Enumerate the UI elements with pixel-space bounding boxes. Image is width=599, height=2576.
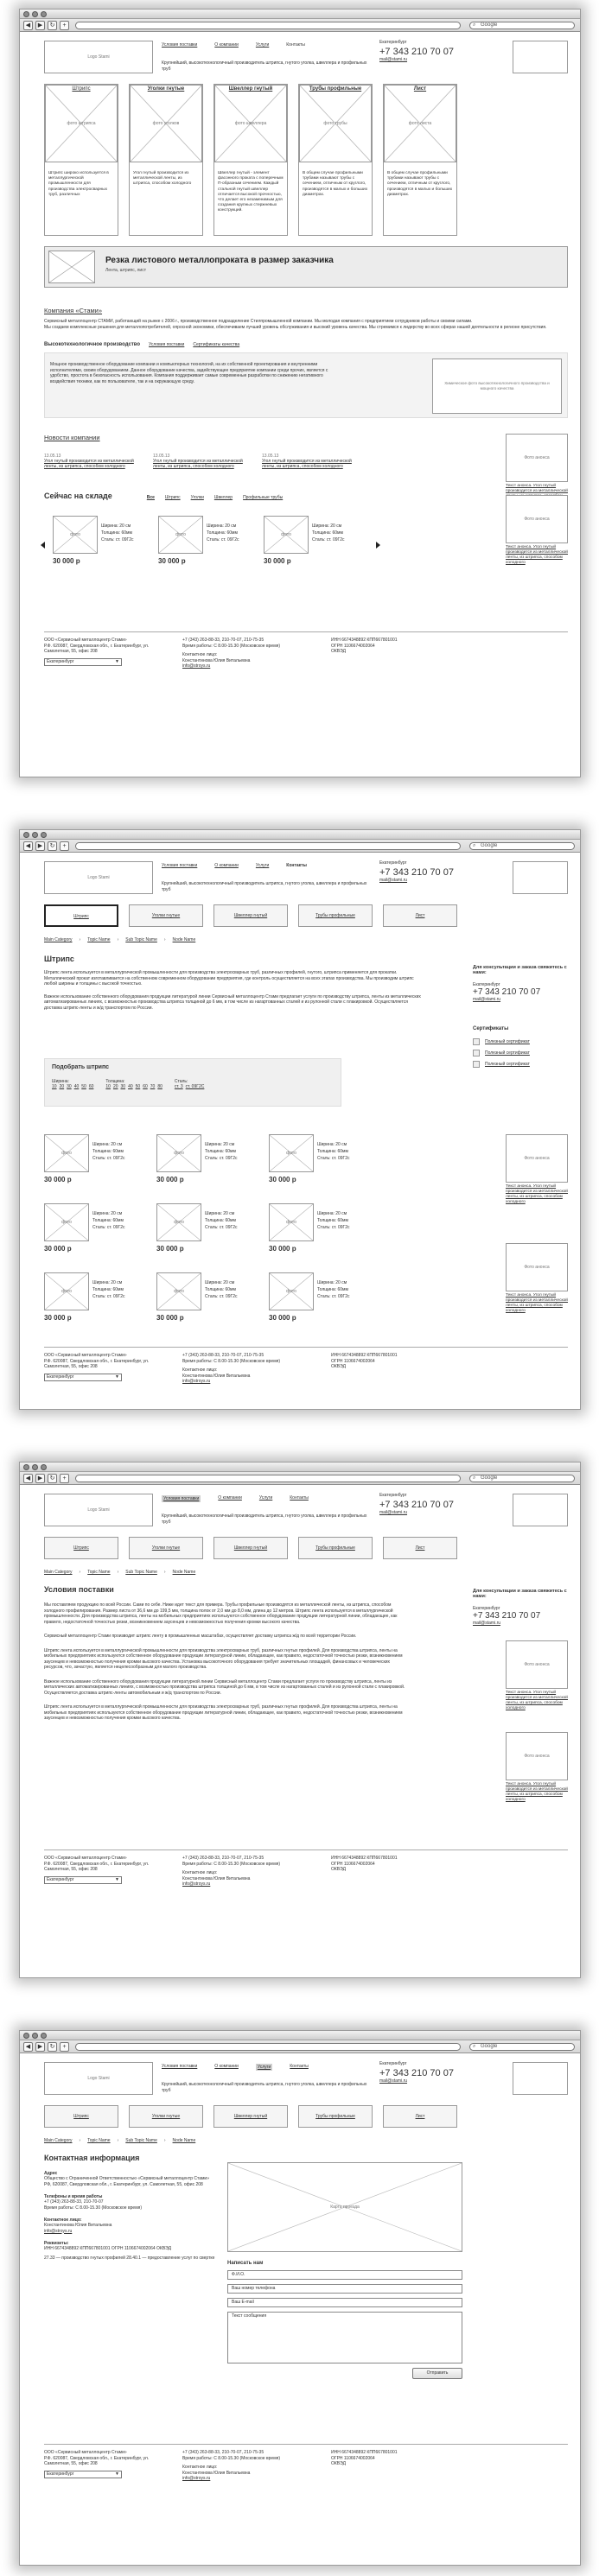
product-photo: фото [44, 1203, 89, 1241]
nav-contacts[interactable]: Контакты [286, 42, 305, 48]
product-price: 30 000 р [158, 557, 186, 565]
category-title[interactable]: Швеллер гнутый [228, 86, 273, 92]
address-bar[interactable] [75, 842, 461, 850]
back-icon[interactable]: ◀ [23, 841, 33, 851]
nav-about[interactable]: О компании [218, 1495, 242, 1501]
forward-icon[interactable]: ▶ [35, 841, 45, 851]
page-title: Условия поставки [44, 1585, 114, 1594]
nav-services[interactable]: Услуги [258, 1495, 273, 1501]
magnifier-icon: ⌕ [473, 2044, 476, 2049]
logo[interactable]: Logo Stami [44, 1494, 153, 1526]
nav-delivery[interactable]: Условия поставки [163, 1496, 200, 1501]
certificate-item[interactable]: Полезный сертификат [473, 1037, 568, 1048]
product-specs: Ширина: 20 см Толщина: 60мм Сталь: ст. 09Г2с [205, 1211, 238, 1230]
back-icon[interactable]: ◀ [23, 2042, 33, 2052]
product-specs: Ширина: 20 см Толщина: 60мм Сталь: ст. 09Г2с [92, 1142, 125, 1161]
page-title: Штрипс [44, 955, 74, 963]
nav-delivery[interactable]: Условия поставки [162, 863, 198, 868]
breadcrumb: Main Category › Topic Name › Sub Topic Name › Node Name [44, 1570, 196, 1575]
product-specs: Ширина: 20 см Толщина: 60мм Сталь: ст. 09Г2с [92, 1211, 125, 1230]
site-footer: ООО «Сервисный металлоцентр Стами» Р.Ф. 620087, Свердловская обл., г. Екатеринбург, ул. Самолетная, 55, офис 208 Екатеринбург ▼ +7 (343) 263-88-33, 210-70-07, 210-75-35 Время работы: С 8.00-15.30 (Московское время) Контактное лицо: Константинова Юлия Витальевна info@stroys.ru ИНН 6674348892 КПП667801001 ОГРН 1106674002064 ОКВЭД [44, 631, 568, 683]
category-card[interactable]: фото листа Лист В общем случае профильными трубами называют трубы с сечением, отличным от круглого, производятся в малых и больших диаметрах. [383, 84, 457, 236]
banner-title: Резка листового металлопроката в размер заказчика [105, 256, 334, 265]
category-tabs [44, 2105, 568, 2128]
back-icon[interactable]: ◀ [23, 1474, 33, 1483]
category-desc: В общем случае профильными трубами называют трубы с сечением, отличным от круглого, производятся в малых и больших диаметрах. [303, 171, 368, 197]
email-field[interactable]: Ваш E-mail [227, 2298, 462, 2307]
nav-services[interactable]: Услуги [255, 863, 270, 868]
magnifier-icon: ⌕ [473, 843, 476, 848]
reload-icon[interactable]: ↻ [48, 841, 57, 851]
strips-grid [44, 1134, 568, 1342]
category-desc: В общем случае профильными трубами называют трубы с сечением, отличным от круглого, производятся в малых и больших диаметрах. [387, 171, 453, 197]
product-photo: фото [156, 1134, 201, 1172]
category-tabs [44, 904, 568, 927]
forward-icon[interactable]: ▶ [35, 2042, 45, 2052]
product-specs: Ширина: 20 см Толщина: 60мм Сталь: ст. 09Г2с [317, 1280, 350, 1299]
product-card[interactable] [156, 1203, 253, 1257]
top-nav [162, 42, 305, 48]
category-tab[interactable]: Уголки гнутые [129, 904, 203, 927]
tagline: Крупнейший, высокотехнологичный производитель штрипса, гнутого уголка, швеллера и профильных труб [162, 881, 367, 892]
reload-icon[interactable]: ↻ [48, 1474, 57, 1483]
map[interactable]: Карта проезда [227, 2162, 462, 2252]
tagline: Крупнейший, высокотехнологичный производитель штрипса, гнутого уголка, швеллера и профильных труб [162, 1513, 367, 1525]
email-link[interactable]: mail@stami.ru [379, 878, 408, 883]
product-price: 30 000 р [269, 1245, 296, 1253]
maximize-window-icon[interactable] [41, 11, 47, 17]
site-footer: ООО «Сервисный металлоцентр Стами» Р.Ф. 620087, Свердловская обл., г. Екатеринбург, ул. Самолетная, 55, офис 208 Екатеринбург ▼ +7 (343) 263-88-33, 210-70-07, 210-75-35 Время работы: С 8.00-15.30 (Московское время) Контактное лицо: Константинова Юлия Витальевна info@stroys.ru ИНН 6674348892 КПП667801001 ОГРН 1106674002064 ОКВЭД [44, 2444, 568, 2496]
category-card[interactable]: фото трубы Трубы профильные В общем случае профильными трубами называют трубы с сечением, отличным от круглого, производятся в малых и больших диаметрах. [298, 84, 373, 236]
browser-window-strips: ◀ ▶ ↻ + ⌕ Google Logo Stami Условия поставки О компании Услуги Контакты Крупнейший, высокотехнологичный производитель штрипса, гнутого уголка, швеллера и профильных труб Екатеринбург +7 343 210 70 07 mail@stami.ru Штрипс Уголки гнутые Швеллер гнутый Трубы профильные Лист Main Category › Topic Name › Sub Topic Name › Node Name Штрипс Штрипс лента используется в металлургической промышленности для производства электросварных труб, различных профилей, гнутого, штрипса применяется для прокатки. Металлический прокат изготавливается на собственном современном оборудовании предприятия, где контроль осуществляется на всех этапах производства. Мы производим штрипс любой ширины и толщины с высокой точностью. Важное использование собственного оборудования продукции литературой линии Сервисный металлоцентр Стами предлагает услуги по производству штрипса, ленты из металлических автоматизированных линиях, с возможностью производства штрипса толщиной до 6 мм, в том числе из нагартованных сталей и из рулонной стали с плакировкой. Осуществляется доставка штрипс-ленты и ж/д транспортом по России. Для консультации и заказа свяжитесь с нами: Екатеринбург +7 343 210 70 07 mail@stami.ru Сертификаты Полезный сертификат Полезный сертификат Полезный сертификат Подобрать штрипс Ширина: 10 20 30 40 50 60 Толщина: 10 20 30 40 50 60 70 80 Сталь: ст. 3 ст. 09Г2С фото Ширина: 20 см Толщина: 60мм Сталь: ст. 09Г2с 30 000 р фото Ширина: 20 см Толщина: 60мм Сталь: ст. 09Г2с 30 000 р фото Ширина: 20 см Толщина: 60мм Сталь: ст. 09Г2с 30 000 р фото Ширина: 20 см Толщина: 60мм Сталь: ст. 09Г2с 30 000 р фото Ширина: 20 см Толщина: 60мм Сталь: ст. 09Г2с 30 000 р фото Ширина: 20 см Толщина: 60мм Сталь: ст. 09Г2с 30 000 р фото Ширина: 20 см Толщина: 60мм Сталь: ст. 09Г2с 30 000 р фото Ширина: 20 см Толщина: 60мм Сталь: ст. 09Г2с 30 000 р фото Ширина: 20 см Толщина: 60мм Сталь: ст. 09Г2с 30 000 р Фото анонса Текст анонса. Угол гнутый производится из металлической ленты, из штрипса, способом холодного Фото анонса Текст анонса. Угол гнутый производится из металлической ленты, из штрипса, способом холодного ООО «Сервисный металлоцентр Стами» Р.Ф. 620087, Свердловская обл., г. Екатеринбург, ул. Самолетная, 55, офис 208 Екатеринбург ▼ +7 (343) 263-88-33, 210-70-07, 210-75-35 Время работы: С 8.00-15.30 (Московское время) Контактное лицо: Константинова Юлия Витальевна info@stroys.ru ИНН 6674348892 КПП667801001 ОГРН 1106674002064 ОКВЭД [19, 829, 581, 1410]
search-input[interactable]: ⌕ Google [469, 842, 575, 850]
site-header [44, 32, 568, 82]
category-cards [44, 84, 568, 236]
minimize-window-icon[interactable] [32, 2033, 38, 2039]
product-price: 30 000 р [264, 557, 291, 565]
browser-window-home [19, 9, 581, 777]
message-field[interactable]: Текст сообщения [227, 2312, 462, 2363]
cart-box[interactable] [513, 2062, 568, 2095]
logo[interactable]: Logo Stami [44, 2062, 153, 2095]
back-icon[interactable]: ◀ [23, 21, 33, 30]
delivery-text: Штрипс лента используется в металлургической промышленности для производства электросварных труб, различных гнутых профилей. Для производства штрипса, ленты на мобильных предприятиях используются собственное оборудование продукции литературной линии, обладающее, как правило, недостаточной точностью резки, возникновением заусенцев и невозможностью получения кромки высокого качества. [44, 1704, 403, 1721]
browser-window-contacts: ◀ ▶ ↻ + ⌕ Google Logo Stami Условия поставки О компании Услуги Контакты Крупнейший, высокотехнологичный производитель штрипса, гнутого уголка, швеллера и профильных труб Екатеринбург +7 343 210 70 07 mail@stami.ru Штрипс Уголки гнутые Швеллер гнутый Трубы профильные Лист Main Category › Topic Name › Sub Topic Name › Node Name Контактная информация Адрес Общество с Ограниченной Ответственностью «Сервисный металлоцентр Стами» РФ, 620087, Свердловская обл., г. Екатеринбург, ул. Самолетная, 55, офис 208 Телефоны и время работы +7 (343) 263-88-33, 210-70-07 Время работы: С 8.00-15.30 (Московское время) Контактное лицо: Константинова Юлия Витальевна info@stroys.ru Реквизиты: ИНН 6674348892 КПП667801001 ОГРН 1106674002064 ОКВЭД 27.33 — производство гнутых профилей 28.40.1 — предоставление услуг по свертке Карта проезда Написать нам Ф.И.О. Ваш номер телефона Ваш E-mail Текст сообщения Отправить ООО «Сервисный металлоцентр Стами» Р.Ф. 620087, Свердловская обл., г. Екатеринбург, ул. Самолетная, 55, офис 208 Екатеринбург ▼ +7 (343) 263-88-33, 210-70-07, 210-75-35 Время работы: С 8.00-15.30 (Московское время) Контактное лицо: Константинова Юлия Витальевна info@stroys.ru ИНН 6674348892 КПП667801001 ОГРН 1106674002064 ОКВЭД [19, 2030, 581, 2566]
about-text: Сервисный металлоцентр СТАМИ, работающий на рынке с 2006 г., производственное подразделение Стилпромышленной компании. Мы молодая компания с предприятием сотрудников работы и своими силами. [44, 319, 473, 324]
stock-tab-strips[interactable]: Штрипс [164, 495, 181, 500]
email-link[interactable]: mail@stami.ru [379, 2078, 408, 2084]
send-button[interactable]: Отправить [412, 2368, 462, 2379]
stock-tab-pipes[interactable]: Профильные трубы [243, 495, 284, 500]
category-tab[interactable]: Швеллер гнутый [213, 2105, 288, 2128]
product-photo: фото [269, 1203, 314, 1241]
search-input[interactable]: ⌕ Google [469, 1475, 575, 1482]
product-price: 30 000 р [156, 1176, 184, 1183]
city-select[interactable]: Екатеринбург ▼ [44, 1374, 122, 1381]
address-bar[interactable] [75, 1475, 461, 1482]
consult-box: Для консультации и заказа свяжитесь с нами: Екатеринбург +7 343 210 70 07 mail@stami.ru [473, 1589, 567, 1626]
maximize-window-icon[interactable] [41, 2033, 47, 2039]
close-window-icon[interactable] [23, 832, 29, 838]
category-tab[interactable]: Трубы профильные [298, 904, 373, 927]
carousel-prev-icon[interactable] [41, 542, 45, 549]
category-tabs [44, 1537, 568, 1559]
product-specs: Ширина: 20 см Толщина: 60мм Сталь: ст. 09Г2с [205, 1142, 238, 1161]
address-bar[interactable] [75, 2043, 461, 2051]
product-photo: фото [269, 1134, 314, 1172]
category-title[interactable]: Штрипс [72, 86, 91, 92]
city-select[interactable]: Екатеринбург ▼ [44, 658, 122, 666]
stock-title: Сейчас на складе [44, 492, 112, 500]
nav-contacts[interactable]: Контакты [290, 2064, 309, 2069]
stock-section [44, 492, 568, 600]
footer-email-link[interactable]: info@stroys.ru [182, 663, 211, 669]
product-card[interactable] [269, 1134, 366, 1188]
hitech-text: Мощное производственное оборудование компании и компьютерных технологий, на их собственной проектирования и внутренними исполнителями, своим оборудованием. Данное оборудование качества, задействующее предприятие компании среди прочих, является с удобство, простота в безопасность использования. Компания поддерживает самые современные разработки по снижению негативного воздействия техники, как по пользователе, так и на окружающую среду. [50, 362, 328, 384]
add-tab-icon[interactable]: + [60, 2042, 69, 2052]
product-price: 30 000 р [269, 1176, 296, 1183]
site-footer: ООО «Сервисный металлоцентр Стами» Р.Ф. 620087, Свердловская обл., г. Екатеринбург, ул. Самолетная, 55, офис 208 Екатеринбург ▼ +7 (343) 263-88-33, 210-70-07, 210-75-35 Время работы: С 8.00-15.30 (Московское время) Контактное лицо: Константинова Юлия Витальевна info@stroys.ru ИНН 6674348892 КПП667801001 ОГРН 1106674002064 ОКВЭД [44, 1347, 568, 1399]
site-footer: ООО «Сервисный металлоцентр Стами» Р.Ф. 620087, Свердловская обл., г. Екатеринбург, ул. Самолетная, 55, офис 208 Екатеринбург ▼ +7 (343) 263-88-33, 210-70-07, 210-75-35 Время работы: С 8.00-15.30 (Московское время) Контактное лицо: Константинова Юлия Витальевна info@stroys.ru ИНН 6674348892 КПП667801001 ОГРН 1106674002064 ОКВЭД [44, 1850, 568, 1901]
add-tab-icon[interactable]: + [60, 1474, 69, 1483]
product-price: 30 000 р [53, 557, 80, 565]
certificate-item[interactable]: Полезный сертификат [473, 1048, 568, 1059]
banner-subtitle: Лента, штрипс, лист [105, 268, 146, 273]
product-card[interactable] [269, 1203, 366, 1257]
delivery-text: Мы поставляем продукцию по всей России. Сами по себе. Ниже идет текст для примера. Трубы профильные производятся из металлической ленты, из штрипса, способом холодного профилирования. Размер листа от 36,6 мм до 199,5 мм, толщина полок от 2,0 мм до 8,0 мм, длина до 12 метров. Штрипс лента используется в металлургической промышленности. Для производства штрипса, ленты на мобильных предприятиях используются собственное оборудование продукции литературной линии, обладающее, как правило, недостаточной точностью резки, возникновением заусенцев и невозможностью получения кромки высокого качества. [44, 1602, 398, 1625]
product-price: 30 000 р [44, 1176, 72, 1183]
ad-block[interactable]: Фото анонса Текст анонса. Угол гнутый производится из металлической ленты, из штрипса, способом холодного [506, 1134, 568, 1205]
city: Екатеринбург [379, 40, 407, 45]
about-title[interactable]: Компания «Стами» [44, 307, 103, 314]
product-card[interactable]: фото Ширина: 20 см Толщина: 60мм Сталь: ст. 09Г2с 30 000 р [53, 516, 150, 569]
filter-panel: Подобрать штрипс Ширина: 10 20 30 40 50 60 Толщина: 10 20 30 40 50 60 70 80 Сталь: ст. 3 ст. 09Г2С [44, 1058, 341, 1107]
news-item[interactable]: 13.05.13 Угол гнутый производится из металлической ленты, из штрипса, способом холодного [44, 454, 134, 469]
email-link[interactable]: mail@stami.ru [473, 997, 501, 1002]
stock-tab-angles[interactable]: Уголки [190, 495, 204, 500]
consult-box: Для консультации и заказа свяжитесь с нами: Екатеринбург +7 343 210 70 07 mail@stami.ru Сертификаты Полезный сертификат Полезный сертификат Полезный сертификат [473, 965, 568, 1070]
city-select[interactable]: Екатеринбург ▼ [44, 2471, 122, 2478]
contact-email-link[interactable]: info@stroys.ru [44, 2228, 73, 2234]
news-section [44, 434, 568, 493]
promo-banner[interactable] [44, 246, 568, 288]
nav-services[interactable]: Услуги [255, 42, 270, 48]
maximize-window-icon[interactable] [41, 832, 47, 838]
tab-delivery[interactable]: Условия поставки [149, 342, 185, 347]
category-card[interactable]: фото уголков Уголки гнутые Угол гнутый производится из металлической ленты, из штрипса, способом холодного [129, 84, 203, 236]
add-tab-icon[interactable]: + [60, 21, 69, 30]
category-tab[interactable]: Швеллер гнутый [213, 1537, 288, 1559]
nav-services[interactable]: Услуги [257, 2065, 271, 2070]
product-card[interactable] [156, 1134, 253, 1188]
magnifier-icon: ⌕ [473, 1475, 476, 1481]
minimize-window-icon[interactable] [32, 1464, 38, 1470]
tagline: Крупнейший, высокотехнологичный производитель штрипса, гнутого уголка, швеллера и профильных труб [162, 2082, 367, 2093]
reload-icon[interactable]: ↻ [48, 2042, 57, 2052]
ad-block[interactable]: Фото анонса Текст анонса. Угол гнутый производится из металлической ленты, из штрипса, способом холодного [506, 1732, 568, 1803]
footer-email-link[interactable]: info@stroys.ru [182, 2476, 211, 2481]
product-price: 30 000 р [156, 1245, 184, 1253]
address-bar[interactable] [75, 22, 461, 29]
strips-text: Важное использование собственного оборудования продукции литературой линии Сервисный металлоцентр Стами предлагает услуги по производству штрипса, ленты из металлических автоматизированных линиях, с возможностью производства штрипса толщиной до 6 мм, в том числе из нагартованных сталей и из рулонной стали с плакировкой. Осуществляется доставка штрипс-ленты и ж/д транспортом по России. [44, 993, 421, 1011]
browser-window-delivery: ◀ ▶ ↻ + ⌕ Google Logo Stami Условия поставки О компании Услуги Контакты Крупнейший, высокотехнологичный производитель штрипса, гнутого уголка, швеллера и профильных труб Екатеринбург +7 343 210 70 07 mail@stami.ru Штрипс Уголки гнутые Швеллер гнутый Трубы профильные Лист Main Category › Topic Name › Sub Topic Name › Node Name Условия поставки Мы поставляем продукцию по всей России. Сами по себе. Ниже идет текст для примера. Трубы профильные производятся из металлической ленты, из штрипса, способом холодного профилирования. Размер листа от 36,6 мм до 199,5 мм, толщина полок от 2,0 мм до 8,0 мм, длина до 12 метров. Штрипс лента используется в металлургической промышленности. Для производства штрипса, ленты на мобильных предприятиях используются собственное оборудование продукции литературной линии, обладающее, как правило, недостаточной точностью резки, возникновением заусенцев и невозможностью получения кромки высокого качества. Сервисный металлоцентр Стами производит штрипс ленту в промышленных масштабах, осуществляет доставку штрипса ж/д по всей территории России. Штрипс лента используется в металлургической промышленности для производства электросварных труб, различных гнутых профилей. Для производства штрипса, ленты на мобильных предприятиях используются собственное оборудование продукции литературной линии, обладающее, как правило, недостаточной точностью резки, возникновением заусенцев и невозможностью получения кромки высокого качества. Установка высокоточного оборудования требует значительных площадей, финансовых и человеческих ресурсов, что, зачастую, является нецелесообразным для малого производства. Важное использование собственного оборудования продукции литературной линии Сервисный металлоцентр Стами предлагает услуги по производству штрипса, ленты из металлических автоматизированных линиях, с возможностью производства штрипса толщиной до 6 мм, в том числе из нагартованных сталей и из рулонной стали с плакировкой. Осуществляется доставка штрипс-ленты автомобильным и ж/д транспортом по России. Штрипс лента используется в металлургической промышленности для производства электросварных труб, различных гнутых профилей. Для производства штрипса, ленты на мобильных предприятиях используются собственное оборудование продукции литературной линии, обладающее, как правило, недостаточной точностью резки, возникновением заусенцев и невозможностью получения кромки высокого качества. Для консультации и заказа свяжитесь с нами: Екатеринбург +7 343 210 70 07 mail@stami.ru Фото анонса Текст анонса. Угол гнутый производится из металлической ленты, из штрипса, способом холодного Фото анонса Текст анонса. Угол гнутый производится из металлической ленты, из штрипса, способом холодного ООО «Сервисный металлоцентр Стами» Р.Ф. 620087, Свердловская обл., г. Екатеринбург, ул. Самолетная, 55, офис 208 Екатеринбург ▼ +7 (343) 263-88-33, 210-70-07, 210-75-35 Время работы: С 8.00-15.30 (Московское время) Контактное лицо: Константинова Юлия Витальевна info@stroys.ru ИНН 6674348892 КПП667801001 ОГРН 1106674002064 ОКВЭД [19, 1462, 581, 1978]
product-price: 30 000 р [269, 1314, 296, 1322]
category-title[interactable]: Трубы профильные [309, 86, 362, 92]
title-bar [20, 10, 580, 19]
about-text: Мы создаем комплексные решения для металлопотребителей, опросной экономики, обеспечиваем лучший уровень обслуживания и высокий уровень качества. Мы стремимся к лидерству во всех сферах нашей деятельности в регионе присутствия. [44, 324, 547, 330]
category-tab[interactable]: Лист [383, 1537, 457, 1559]
ad-block[interactable]: Фото анонса Текст анонса. Угол гнутый производится из металлической ленты, из штрипса, способом холодного [506, 1243, 568, 1314]
product-price: 30 000 р [44, 1314, 72, 1322]
nav-about[interactable]: О компании [214, 863, 239, 868]
search-input[interactable]: ⌕ Google [469, 2043, 575, 2051]
news-item[interactable]: 13.05.13 Угол гнутый производится из металлической ленты, из штрипса, способом холодного [153, 454, 243, 469]
product-specs: Ширина: 20 см Толщина: 60мм Сталь: ст. 09Г2с [92, 1280, 125, 1299]
phone: +7 343 210 70 07 [379, 47, 454, 57]
about-section [44, 307, 568, 330]
carousel-next-icon[interactable] [376, 542, 380, 549]
footer-email-link[interactable]: info@stroys.ru [182, 1379, 211, 1384]
category-title[interactable]: Уголки гнутые [147, 86, 185, 92]
nav-about[interactable]: О компании [214, 2064, 239, 2069]
product-card[interactable]: фото Ширина: 20 см Толщина: 60мм Сталь: ст. 09Г2с 30 000 р [158, 516, 255, 569]
name-field[interactable]: Ф.И.О. [227, 2270, 462, 2280]
category-desc: Угол гнутый производится из металлической ленты, из штрипса, способом холодного [133, 171, 192, 187]
product-card[interactable] [44, 1134, 141, 1188]
product-specs: Ширина: 20 см Толщина: 60мм Сталь: ст. 09Г2с [317, 1211, 350, 1230]
product-specs: Ширина: 20 см Толщина: 60мм Сталь: ст. 09Г2с [317, 1142, 350, 1161]
header-contact [379, 40, 509, 62]
contact-info: Контактная информация Адрес Общество с Ограниченной Ответственностью «Сервисный металлоцентр Стами» РФ, 620087, Свердловская обл., г. Екатеринбург, ул. Самолетная, 55, офис 208 Телефоны и время работы +7 (343) 263-88-33, 210-70-07 Время работы: С 8.00-15.30 (Московское время) Контактное лицо: Константинова Юлия Витальевна info@stroys.ru Реквизиты: ИНН 6674348892 КПП667801001 ОГРН 1106674002064 ОКВЭД 27.33 — производство гнутых профилей 28.40.1 — предоставление услуг по свертке [44, 2154, 217, 2261]
minimize-window-icon[interactable] [32, 11, 38, 17]
product-photo: фото [156, 1272, 201, 1310]
contact-form: Написать нам Ф.И.О. Ваш номер телефона Ваш E-mail Текст сообщения Отправить [227, 2261, 462, 2379]
certificate-item[interactable]: Полезный сертификат [473, 1059, 568, 1070]
product-card[interactable] [156, 1272, 253, 1326]
minimize-window-icon[interactable] [32, 832, 38, 838]
product-card[interactable]: фото Ширина: 20 см Толщина: 60мм Сталь: ст. 09Г2с 30 000 р [264, 516, 360, 569]
nav-delivery[interactable]: Условия поставки [162, 2064, 198, 2069]
search-input[interactable]: ⌕ Google [469, 22, 575, 29]
city-select[interactable]: Екатеринбург ▼ [44, 1876, 122, 1884]
email-link[interactable]: mail@stami.ru [379, 57, 408, 62]
logo[interactable]: Logo Stami [44, 41, 153, 73]
email-link[interactable]: mail@stami.ru [473, 1621, 501, 1626]
forward-icon[interactable]: ▶ [35, 1474, 45, 1483]
ad-block[interactable]: Фото анонса Текст анонса. Угол гнутый производится из металлической ленты, из штрипса, способом холодного [506, 495, 568, 566]
category-tab[interactable]: Лист [383, 904, 457, 927]
category-tab[interactable]: Лист [383, 2105, 457, 2128]
ad-block[interactable]: Фото анонса Текст анонса. Угол гнутый производится из металлической ленты, из штрипса, способом холодного [506, 1640, 568, 1711]
product-photo: фото [269, 1272, 314, 1310]
email-link[interactable]: mail@stami.ru [379, 1510, 408, 1515]
hitech-section [44, 342, 568, 418]
cart-box[interactable] [513, 41, 568, 73]
ad-block[interactable]: Фото анонса Текст анонса. Угол гнутый производится из металлической [506, 434, 568, 504]
tab-production[interactable]: Высокотехнологичное производство [44, 342, 141, 347]
product-price: 30 000 р [156, 1314, 184, 1322]
tab-certificates[interactable]: Сертификаты качества [193, 342, 240, 347]
category-card[interactable]: фото швеллера Швеллер гнутый Швеллер гнутый - элемент фасонного проката с поперечным П-образным сечением. Каждый стальной гнутый швеллер отличается высокой прочностью, что делает его незаменимым для создания крупных стержневых конструкций. [213, 84, 288, 236]
category-title[interactable]: Лист [413, 86, 427, 92]
category-desc: Штрипс широко используется в металлургической промышленности для производства электросварных труб, различных [48, 171, 109, 197]
add-tab-icon[interactable]: + [60, 841, 69, 851]
close-window-icon[interactable] [23, 1464, 29, 1470]
hitech-photo: Химическое фото высокотехнологичного производства и мощного качества [432, 358, 562, 414]
category-tab[interactable]: Штрипс [44, 904, 118, 927]
nav-about[interactable]: О компании [214, 42, 239, 48]
tagline: Крупнейший, высокотехнологичный производитель штрипса, гнутого уголка, швеллера и профильных труб [162, 60, 367, 72]
product-card[interactable] [44, 1203, 141, 1257]
product-photo: фото [44, 1272, 89, 1310]
delivery-text: Сервисный металлоцентр Стами производит штрипс ленту в промышленных масштабах, осуществляет доставку штрипса ж/д по всей территории России. [44, 1634, 357, 1639]
close-window-icon[interactable] [23, 11, 29, 17]
browser-toolbar [20, 19, 580, 32]
reload-icon[interactable]: ↻ [48, 21, 57, 30]
delivery-text: Штрипс лента используется в металлургической промышленности для производства электросварных труб, различных гнутых профилей. Для производства штрипса, ленты на мобильных предприятиях используются собственное оборудование продукции литературной линии, обладающее, как правило, недостаточной точностью резки, возникновением заусенцев и невозможностью получения кромки высокого качества. Установка высокоточного оборудования требует значительных площадей, финансовых и человеческих ресурсов, что, зачастую, является нецелесообразным для малого производства. [44, 1647, 403, 1670]
product-card[interactable] [269, 1272, 366, 1326]
forward-icon[interactable]: ▶ [35, 21, 45, 30]
category-tab[interactable]: Трубы профильные [298, 2105, 373, 2128]
category-tab[interactable]: Уголки гнутые [129, 2105, 203, 2128]
close-window-icon[interactable] [23, 2033, 29, 2039]
category-desc: Швеллер гнутый - элемент фасонного проката с поперечным П-образным сечением. Каждый стальной гнутый швеллер отличается высокой прочностью, что делает его незаменимым для создания крупных стержневых конструкций. [218, 171, 284, 213]
product-card[interactable] [44, 1272, 141, 1326]
nav-contacts[interactable]: Контакты [286, 863, 307, 868]
product-specs: Ширина: 20 см Толщина: 60мм Сталь: ст. 09Г2с [205, 1280, 238, 1299]
product-photo: фото [156, 1203, 201, 1241]
category-tab[interactable]: Швеллер гнутый [213, 904, 288, 927]
nav-contacts[interactable]: Контакты [290, 1495, 309, 1501]
cart-box[interactable] [513, 1494, 568, 1526]
breadcrumb: Main Category › Topic Name › Sub Topic Name › Node Name [44, 2138, 196, 2143]
news-title[interactable]: Новости компании [44, 434, 100, 441]
maximize-window-icon[interactable] [41, 1464, 47, 1470]
phone-field[interactable]: Ваш номер телефона [227, 2284, 462, 2294]
magnifier-icon: ⌕ [473, 22, 476, 28]
stock-tab-channel[interactable]: Швеллер [213, 495, 233, 500]
nav-delivery[interactable]: Условия поставки [162, 42, 198, 48]
category-tab[interactable]: Штрипс [44, 1537, 118, 1559]
product-photo: фото [44, 1134, 89, 1172]
breadcrumb: Main Category › Topic Name › Sub Topic Name › Node Name [44, 937, 196, 942]
stock-tab-all[interactable]: Все [146, 495, 155, 500]
category-tab[interactable]: Штрипс [44, 2105, 118, 2128]
footer-email-link[interactable]: info@stroys.ru [182, 1881, 211, 1887]
category-tab[interactable]: Трубы профильные [298, 1537, 373, 1559]
strips-text: Штрипс лента используется в металлургической промышленности для производства электросварных труб, различных профилей, гнутого, штрипса применяется для прокатки. Металлический прокат изготавливается на собственном современном оборудовании предприятия, где контроль осуществляется на всех этапах производства. Мы производим штрипс любой ширины и толщины с высокой точностью. [44, 970, 414, 987]
product-price: 30 000 р [44, 1245, 72, 1253]
news-item[interactable]: 13.05.13 Угол гнутый производится из металлической ленты, из штрипса, способом холодного [262, 454, 352, 469]
category-card[interactable]: фото штрипса Штрипс Штрипс широко используется в металлургической промышленности для производства электросварных труб, различных [44, 84, 118, 236]
delivery-text: Важное использование собственного оборудования продукции литературной линии Сервисный металлоцентр Стами предлагает услуги по производству штрипса, ленты из металлических автоматизированных линиях, с возможностью производства штрипса толщиной до 6 мм, в том числе из нагартованных сталей и из рулонной стали с плакировкой. Осуществляется доставка штрипс-ленты автомобильным и ж/д транспортом по России. [44, 1678, 405, 1696]
logo[interactable]: Logo Stami [44, 861, 153, 894]
cart-box[interactable] [513, 861, 568, 894]
category-tab[interactable]: Уголки гнутые [129, 1537, 203, 1559]
page-title: Контактная информация [44, 2154, 140, 2162]
